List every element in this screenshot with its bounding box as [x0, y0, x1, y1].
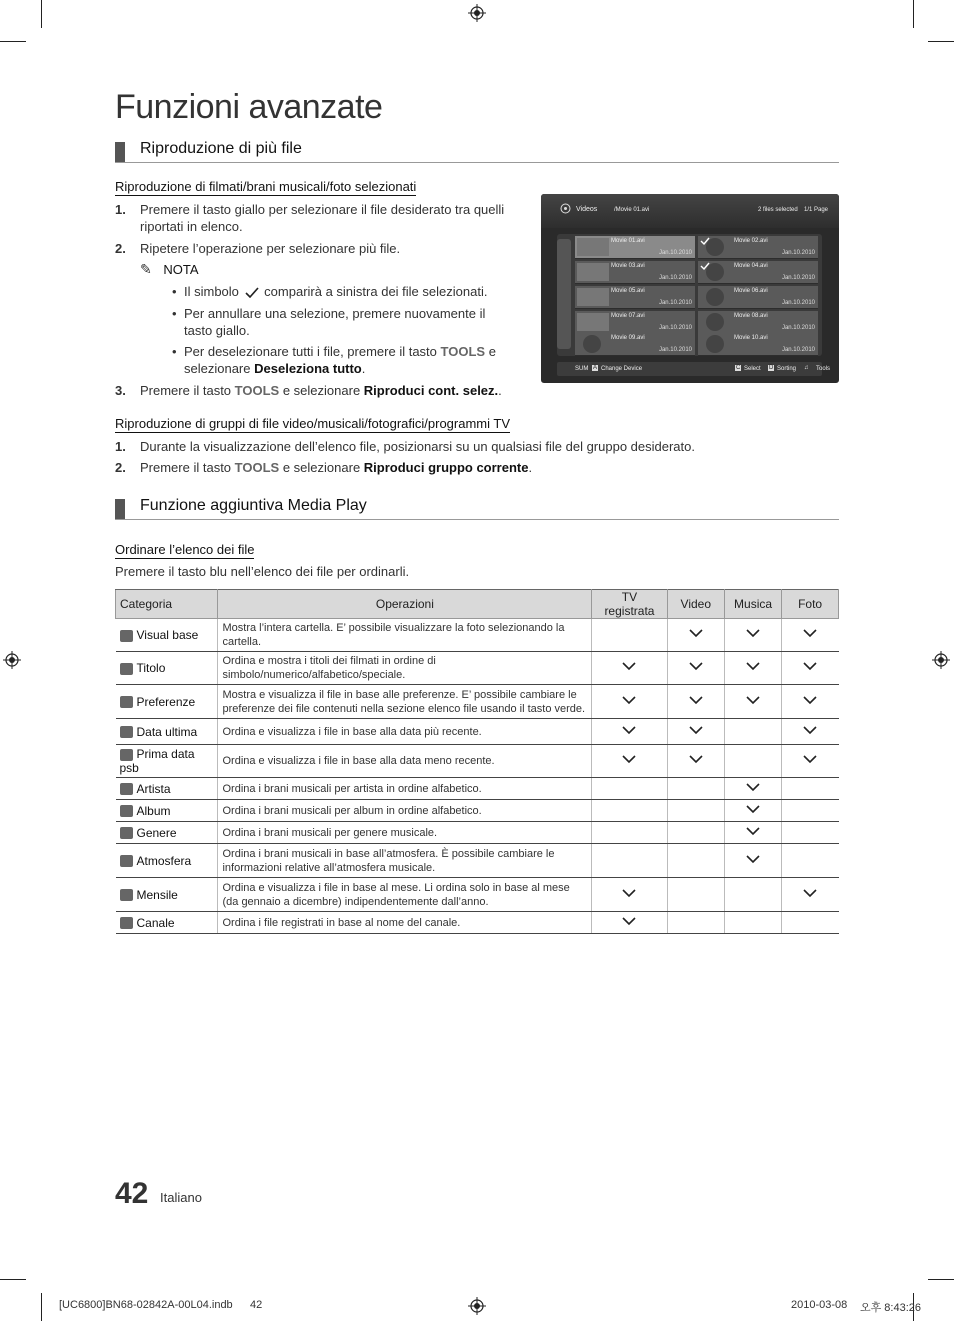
support-cell-photo: [782, 652, 839, 685]
file-date: Jan.10.2010: [658, 275, 692, 281]
step-number: 1.: [115, 202, 126, 217]
column-header: Video: [667, 590, 724, 619]
table-row: [116, 652, 839, 685]
table-row: [116, 685, 839, 719]
film-icon: [706, 288, 724, 306]
check-chevron-icon: [746, 662, 760, 671]
list-item[interactable]: [575, 236, 695, 259]
note-text: Per deselezionare tutti i file, premere il tasto: [184, 344, 437, 359]
step-text: [140, 459, 532, 476]
file-date: Jan.10.2010: [658, 347, 692, 353]
table-row: [116, 912, 839, 934]
support-cell-photo: [782, 878, 839, 912]
section-heading: [115, 497, 839, 520]
check-chevron-icon: [689, 726, 703, 735]
check-chevron-icon: [746, 805, 760, 814]
tv-screenshot: [541, 194, 839, 383]
file-date: Jan.10.2010: [781, 300, 815, 306]
category-cell: [116, 719, 218, 745]
file-name: Movie 05.avi: [611, 288, 645, 294]
menu-option: Riproduci cont. selez.: [363, 383, 499, 398]
list-item[interactable]: [575, 261, 695, 284]
check-chevron-icon: [803, 662, 817, 671]
section-bar: [115, 499, 125, 519]
check-chevron-icon: [803, 696, 817, 705]
crop-mark: [928, 41, 954, 42]
category-cell: [116, 685, 218, 719]
support-cell-tv: [592, 800, 667, 822]
support-cell-video: [667, 685, 724, 719]
button-a-icon: A: [593, 365, 598, 371]
check-chevron-icon: [622, 889, 636, 898]
category-icon: [120, 917, 133, 929]
check-chevron-icon: [689, 629, 703, 638]
sorting-label: Sorting: [777, 366, 797, 372]
support-cell-tv: [592, 685, 667, 719]
page-language: Italiano: [160, 1190, 202, 1205]
support-cell-tv: [592, 652, 667, 685]
file-date: Jan.10.2010: [781, 325, 815, 331]
category-label: Genere: [136, 825, 177, 840]
support-cell-video: [667, 719, 724, 745]
category-label: Titolo: [136, 661, 166, 675]
list-item[interactable]: [575, 333, 695, 356]
column-header: Operazioni: [218, 590, 592, 619]
tools-icon: ♫: [804, 365, 809, 371]
table-row: [116, 719, 839, 745]
tv-selected-count: 2 files selected: [758, 207, 798, 213]
operation-cell: Ordina e visualizza i file in base al mese. Li ordina solo in base al mese (da gennaio a dicembre) indipendentemente dall’anno.: [218, 878, 592, 912]
note-item: Per annullare una selezione, premere nuovamente il tasto giallo.: [184, 306, 486, 338]
support-cell-tv: [592, 878, 667, 912]
support-cell-video: [667, 652, 724, 685]
category-cell: [116, 844, 218, 878]
tools-key: TOOLS: [234, 383, 280, 398]
file-date: Jan.10.2010: [781, 275, 815, 281]
category-cell: [116, 800, 218, 822]
button-c-icon: C: [736, 365, 741, 371]
support-cell-music: [724, 778, 781, 800]
step-text: Premere il tasto giallo per selezionare il file desiderato tra quelli riportati in elenco.: [140, 202, 505, 234]
section-title: Funzione aggiuntiva Media Play: [140, 497, 367, 514]
check-chevron-icon: [622, 917, 636, 926]
support-cell-photo: [782, 778, 839, 800]
tv-bottom-bar: [557, 362, 831, 376]
check-icon: [245, 287, 259, 298]
check-icon: [700, 237, 710, 245]
support-cell-photo: [782, 800, 839, 822]
table-row: [116, 619, 839, 652]
category-label: Canale: [136, 915, 175, 930]
category-icon: [120, 726, 133, 738]
page-title: Funzioni avanzate: [115, 88, 383, 126]
support-cell-photo: [782, 719, 839, 745]
step-number: 1.: [115, 439, 126, 454]
file-date: Jan.10.2010: [658, 325, 692, 331]
film-icon: [706, 313, 724, 331]
support-cell-music: [724, 800, 781, 822]
category-icon: [120, 805, 133, 817]
footer-page: 42: [250, 1299, 263, 1311]
step-number: 2.: [115, 241, 126, 256]
step-text-part: Premere il tasto: [140, 460, 232, 475]
note-item: [184, 343, 504, 377]
support-cell-tv: [592, 619, 667, 652]
button-d-icon: D: [769, 365, 774, 371]
check-chevron-icon: [803, 629, 817, 638]
support-cell-tv: [592, 745, 667, 778]
step-number: 2.: [115, 460, 126, 475]
check-chevron-icon: [803, 889, 817, 898]
column-header: Foto: [782, 590, 839, 619]
footer-file: [UC6800]BN68-02842A-00L04.indb: [59, 1299, 233, 1311]
bullet-icon: •: [172, 344, 177, 359]
list-item[interactable]: [698, 333, 818, 356]
operation-cell: Ordina e mostra i titoli dei filmati in ordine di simbolo/numerico/alfabetico/speciale.: [218, 652, 592, 685]
category-cell: [116, 778, 218, 800]
category-cell: [116, 745, 218, 778]
check-icon: [700, 262, 710, 270]
file-date: Jan.10.2010: [781, 250, 815, 256]
bullet-icon: •: [172, 306, 177, 321]
category-cell: [116, 652, 218, 685]
tools-label: Tools: [816, 366, 831, 372]
support-cell-music: [724, 878, 781, 912]
section-bar: [115, 142, 125, 162]
support-cell-video: [667, 745, 724, 778]
pencil-icon: ✎: [140, 261, 152, 277]
category-icon: [120, 783, 133, 795]
footer-date: 2010-03-08: [791, 1299, 848, 1311]
step-text-part: Premere il tasto: [140, 383, 232, 398]
punctuation: .: [361, 361, 366, 376]
file-name: Movie 04.avi: [734, 263, 768, 269]
category-label: Visual base: [136, 628, 199, 642]
category-icon: [120, 827, 133, 839]
check-chevron-icon: [689, 755, 703, 764]
registration-mark-icon: [3, 651, 21, 669]
operation-cell: Ordina i brani musicali per genere musicale.: [218, 822, 592, 844]
support-cell-tv: [592, 778, 667, 800]
note-text: Il simbolo: [184, 284, 239, 299]
category-icon: [120, 630, 133, 642]
select-label: Select: [744, 366, 761, 372]
subsection-title: Riproduzione di gruppi di file video/musicali/fotografici/programmi TV: [115, 416, 510, 431]
page-number: 42: [115, 1177, 149, 1210]
list-item[interactable]: [575, 311, 695, 334]
file-name: Movie 06.avi: [734, 288, 768, 294]
support-cell-video: [667, 912, 724, 934]
list-item[interactable]: [698, 286, 818, 309]
tools-key: TOOLS: [440, 344, 486, 359]
step-text-part: e selezionare: [282, 383, 361, 398]
operation-cell: Ordina i brani musicali per artista in ordine alfabetico.: [218, 778, 592, 800]
check-chevron-icon: [689, 662, 703, 671]
operation-cell: Ordina i file registrati in base al nome del canale.: [218, 912, 592, 934]
check-chevron-icon: [803, 726, 817, 735]
intro-text: Premere il tasto blu nell’elenco dei file per ordinarli.: [115, 564, 410, 579]
crop-mark: [913, 0, 914, 28]
menu-option: Deseleziona tutto: [254, 361, 362, 376]
check-chevron-icon: [746, 629, 760, 638]
check-chevron-icon: [622, 755, 636, 764]
crop-mark: [41, 0, 42, 28]
tv-file-list: [557, 234, 822, 356]
file-name: Movie 09.avi: [611, 335, 645, 341]
crop-mark: [928, 1279, 954, 1280]
table-row: [116, 822, 839, 844]
support-cell-photo: [782, 619, 839, 652]
thumbnail: [577, 288, 609, 306]
check-chevron-icon: [622, 726, 636, 735]
category-label: Album: [136, 803, 171, 818]
category-icon: [120, 855, 133, 867]
category-cell: [116, 878, 218, 912]
category-icon: [120, 749, 133, 761]
operation-cell: Mostra e visualizza il file in base alle preferenze. E’ possibile cambiare le preferenze dei file contenuti nella sezione elenco file usando il tasto verde.: [218, 685, 592, 719]
crop-mark: [0, 1279, 26, 1280]
registration-mark-icon: [468, 1297, 486, 1315]
note-text: comparirà a sinistra dei file selezionati.: [264, 284, 488, 299]
table-row: [116, 745, 839, 778]
check-chevron-icon: [689, 696, 703, 705]
film-icon: [583, 335, 601, 353]
category-label: Atmosfera: [136, 853, 192, 868]
crop-mark: [0, 41, 26, 42]
check-chevron-icon: [803, 755, 817, 764]
support-cell-music: [724, 652, 781, 685]
support-cell-video: [667, 822, 724, 844]
sum-label: SUM: [575, 366, 589, 372]
tv-sidebar: [557, 239, 571, 349]
step-text: [140, 382, 520, 399]
file-date: Jan.10.2010: [781, 347, 815, 353]
file-name: Movie 08.avi: [734, 313, 768, 319]
support-cell-video: [667, 878, 724, 912]
crop-mark: [41, 1293, 42, 1321]
note-label: NOTA: [163, 262, 199, 277]
category-cell: [116, 619, 218, 652]
check-chevron-icon: [746, 783, 760, 792]
table-body: [116, 619, 839, 934]
support-cell-photo: [782, 844, 839, 878]
note-item: [184, 283, 504, 300]
category-label: Data ultima: [136, 724, 198, 739]
sort-options-table: [115, 589, 839, 934]
note-row: [140, 261, 199, 278]
support-cell-video: [667, 619, 724, 652]
registration-mark-icon: [468, 4, 486, 22]
category-label: Artista: [136, 781, 171, 796]
category-icon: [120, 663, 133, 675]
list-item[interactable]: [698, 261, 818, 284]
video-icon: [560, 203, 571, 214]
category-icon: [120, 696, 133, 708]
support-cell-music: [724, 912, 781, 934]
section-heading: [115, 140, 839, 163]
support-cell-video: [667, 778, 724, 800]
operation-cell: Ordina e visualizza i file in base alla data più recente.: [218, 719, 592, 745]
thumbnail: [577, 238, 609, 256]
support-cell-video: [667, 844, 724, 878]
support-cell-music: [724, 844, 781, 878]
support-cell-music: [724, 719, 781, 745]
support-cell-video: [667, 800, 724, 822]
step-text: Ripetere l’operazione per selezionare più file.: [140, 241, 401, 256]
tools-key: TOOLS: [234, 460, 280, 475]
support-cell-photo: [782, 912, 839, 934]
check-chevron-icon: [746, 855, 760, 864]
support-cell-photo: [782, 822, 839, 844]
file-name: Movie 01.avi: [611, 238, 645, 244]
category-label: Prima data psb: [119, 747, 195, 775]
punctuation: .: [528, 460, 533, 475]
thumbnail: [577, 313, 609, 331]
tv-page: 1/1 Page: [804, 207, 829, 213]
operation-cell: Mostra l’intera cartella. E’ possibile visualizzare la foto selezionando la cartella.: [218, 619, 592, 652]
support-cell-tv: [592, 719, 667, 745]
check-chevron-icon: [746, 827, 760, 836]
operation-cell: Ordina e visualizza i file in base alla data meno recente.: [218, 745, 592, 778]
check-chevron-icon: [622, 696, 636, 705]
file-name: Movie 03.avi: [611, 263, 645, 269]
category-icon: [120, 889, 133, 901]
subsection-title: Riproduzione di filmati/brani musicali/foto selezionati: [115, 179, 417, 194]
support-cell-music: [724, 685, 781, 719]
file-name: Movie 02.avi: [734, 238, 768, 244]
registration-mark-icon: [932, 651, 950, 669]
column-header: Categoria: [116, 590, 218, 619]
table-row: [116, 800, 839, 822]
support-cell-tv: [592, 844, 667, 878]
subsection-title: Ordinare l’elenco dei file: [115, 542, 255, 557]
file-date: Jan.10.2010: [658, 250, 692, 256]
table-header-row: [116, 590, 839, 619]
column-header: TV registrata: [592, 590, 667, 619]
section-title: Riproduzione di più file: [140, 140, 302, 157]
support-cell-music: [724, 619, 781, 652]
category-label: Preferenze: [136, 694, 196, 709]
file-name: Movie 07.avi: [611, 313, 645, 319]
file-date: Jan.10.2010: [658, 300, 692, 306]
step-number: 3.: [115, 383, 126, 398]
change-device-label: Change Device: [601, 366, 643, 372]
menu-option: Riproduci gruppo corrente: [363, 460, 529, 475]
file-name: Movie 10.avi: [734, 335, 768, 341]
tv-category: Videos: [576, 206, 598, 213]
operation-cell: Ordina i brani musicali in base all’atmosfera. È possibile cambiare le informazioni relative all’atmosfera musicale.: [218, 844, 592, 878]
footer-time: 오후 8:43:26: [860, 1302, 922, 1314]
support-cell-photo: [782, 685, 839, 719]
support-cell-music: [724, 822, 781, 844]
thumbnail: [577, 263, 609, 281]
bullet-icon: •: [172, 284, 177, 299]
film-icon: [706, 335, 724, 353]
operation-cell: Ordina i brani musicali per album in ordine alfabetico.: [218, 800, 592, 822]
list-item[interactable]: [698, 236, 818, 259]
table-row: [116, 778, 839, 800]
step-text-part: e selezionare: [282, 460, 361, 475]
support-cell-tv: [592, 822, 667, 844]
tv-path: /Movie 01.avi: [614, 207, 650, 213]
punctuation: .: [498, 383, 502, 398]
column-header: Musica: [724, 590, 781, 619]
support-cell-music: [724, 745, 781, 778]
note-text: e selezionare: [184, 344, 496, 376]
support-cell-photo: [782, 745, 839, 778]
list-item[interactable]: [575, 286, 695, 309]
support-cell-tv: [592, 912, 667, 934]
check-chevron-icon: [746, 696, 760, 705]
table-row: [116, 878, 839, 912]
category-label: Mensile: [136, 887, 178, 902]
check-chevron-icon: [622, 662, 636, 671]
category-cell: [116, 912, 218, 934]
list-item[interactable]: [698, 311, 818, 334]
table-row: [116, 844, 839, 878]
category-cell: [116, 822, 218, 844]
step-text: Durante la visualizzazione dell’elenco file, posizionarsi su un qualsiasi file del gruppo desiderato.: [140, 439, 695, 454]
